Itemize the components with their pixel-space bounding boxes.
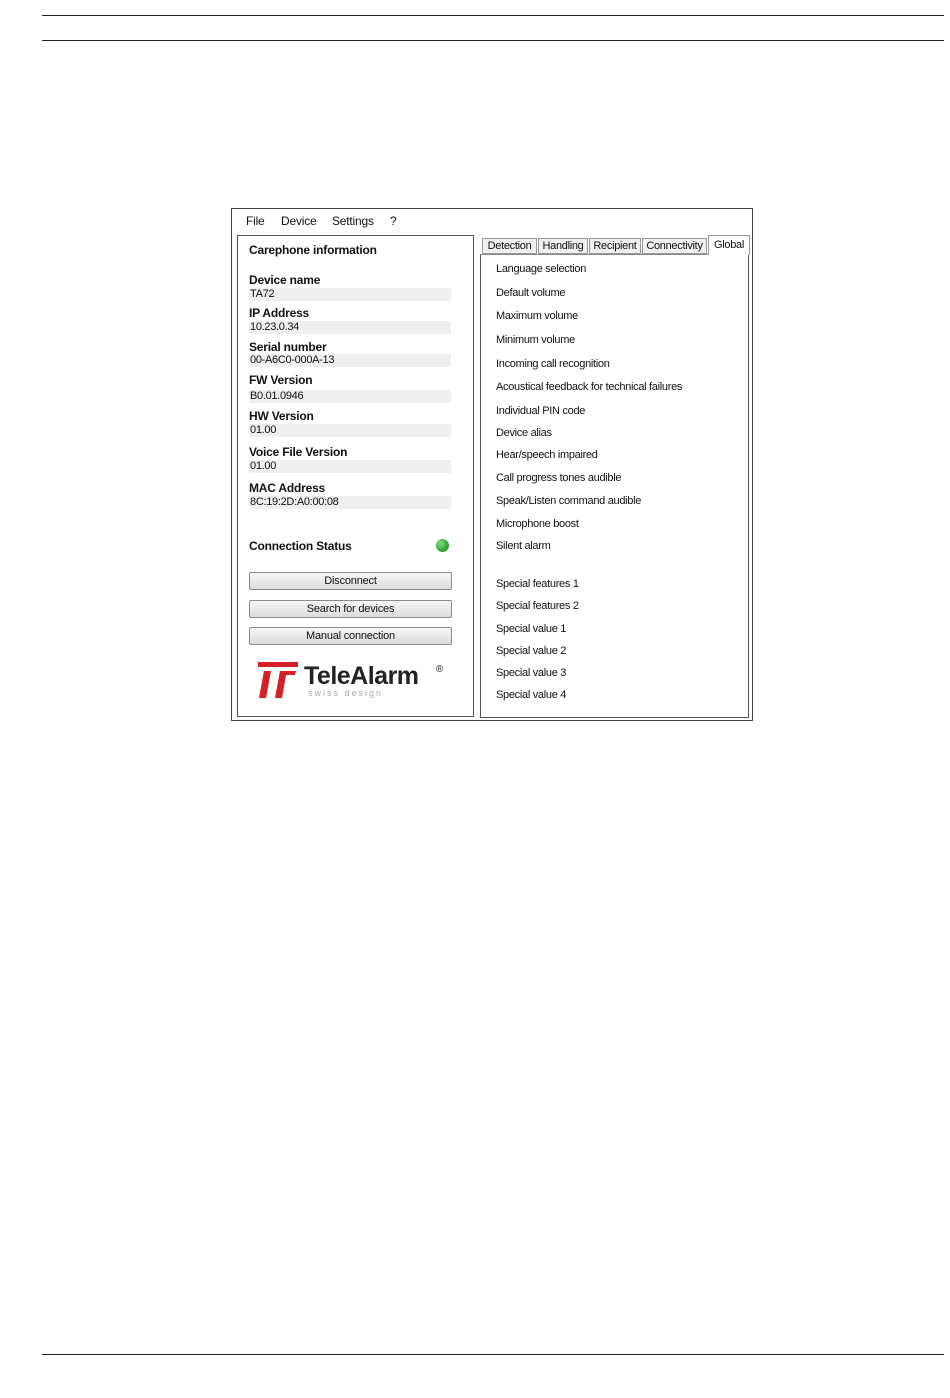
header-rule-top <box>42 15 944 16</box>
tab-handling[interactable]: Handling <box>538 238 588 254</box>
setting-default-volume[interactable]: Default volume <box>496 287 566 299</box>
telealarm-tagline: swiss design <box>308 688 384 698</box>
tab-recipient[interactable]: Recipient <box>589 238 641 254</box>
setting-maximum-volume[interactable]: Maximum volume <box>496 310 578 322</box>
menu-settings[interactable]: Settings <box>332 214 374 228</box>
registered-mark: ® <box>436 664 444 675</box>
telealarm-logo-mark-icon <box>258 662 300 700</box>
setting-special-features-1[interactable]: Special features 1 <box>496 578 579 590</box>
tab-global[interactable]: Global <box>708 235 750 255</box>
voice-file-version-value: 01.00 <box>249 460 451 473</box>
menu-device[interactable]: Device <box>281 214 317 228</box>
setting-device-alias[interactable]: Device alias <box>496 427 552 439</box>
ip-address-label: IP Address <box>249 306 310 320</box>
fw-version-value: B0.01.0946 <box>249 390 451 403</box>
connection-status-indicator-icon <box>436 539 449 552</box>
setting-incoming-call-recognition[interactable]: Incoming call recognition <box>496 358 610 370</box>
global-settings-panel <box>480 254 749 718</box>
menu-bar <box>232 209 752 233</box>
search-devices-button[interactable]: Search for devices <box>249 600 452 618</box>
app-window <box>231 208 753 721</box>
carephone-info-panel <box>237 235 474 717</box>
device-name-label: Device name <box>249 273 321 287</box>
serial-number-label: Serial number <box>249 340 327 354</box>
menu-help[interactable]: ? <box>390 214 397 228</box>
setting-special-features-2[interactable]: Special features 2 <box>496 600 579 612</box>
tab-detection[interactable]: Detection <box>482 238 537 254</box>
tab-connectivity[interactable]: Connectivity <box>642 238 707 254</box>
hw-version-value: 01.00 <box>249 424 451 437</box>
menu-file[interactable]: File <box>246 214 265 228</box>
footer-rule <box>42 1354 944 1355</box>
setting-microphone-boost[interactable]: Microphone boost <box>496 518 579 530</box>
setting-individual-pin-code[interactable]: Individual PIN code <box>496 405 586 417</box>
mac-address-value: 8C:19:2D:A0:00:08 <box>249 496 451 509</box>
setting-special-value-2[interactable]: Special value 2 <box>496 645 567 657</box>
setting-hear-speech-impaired[interactable]: Hear/speech impaired <box>496 449 598 461</box>
disconnect-button[interactable]: Disconnect <box>249 572 452 590</box>
voice-file-version-label: Voice File Version <box>249 445 348 459</box>
setting-special-value-3[interactable]: Special value 3 <box>496 667 567 679</box>
panel-title: Carephone information <box>249 243 377 257</box>
setting-call-progress-tones[interactable]: Call progress tones audible <box>496 472 622 484</box>
ip-address-value: 10.23.0.34 <box>249 321 451 334</box>
manual-connection-button[interactable]: Manual connection <box>249 627 452 645</box>
setting-acoustical-feedback[interactable]: Acoustical feedback for technical failures <box>496 381 683 393</box>
hw-version-label: HW Version <box>249 409 314 423</box>
header-rule-bottom <box>42 40 944 41</box>
connection-status-label: Connection Status <box>249 539 352 553</box>
serial-number-value: 00-A6C0-000A-13 <box>249 354 451 367</box>
setting-minimum-volume[interactable]: Minimum volume <box>496 334 575 346</box>
telealarm-logo <box>258 660 453 700</box>
fw-version-label: FW Version <box>249 373 313 387</box>
setting-language-selection[interactable]: Language selection <box>496 263 587 275</box>
mac-address-label: MAC Address <box>249 481 326 495</box>
setting-silent-alarm[interactable]: Silent alarm <box>496 540 551 552</box>
setting-speak-listen-command[interactable]: Speak/Listen command audible <box>496 495 642 507</box>
telealarm-logo-text: TeleAlarm <box>304 662 419 690</box>
device-name-value: TA72 <box>249 288 451 301</box>
setting-special-value-1[interactable]: Special value 1 <box>496 623 567 635</box>
setting-special-value-4[interactable]: Special value 4 <box>496 689 567 701</box>
